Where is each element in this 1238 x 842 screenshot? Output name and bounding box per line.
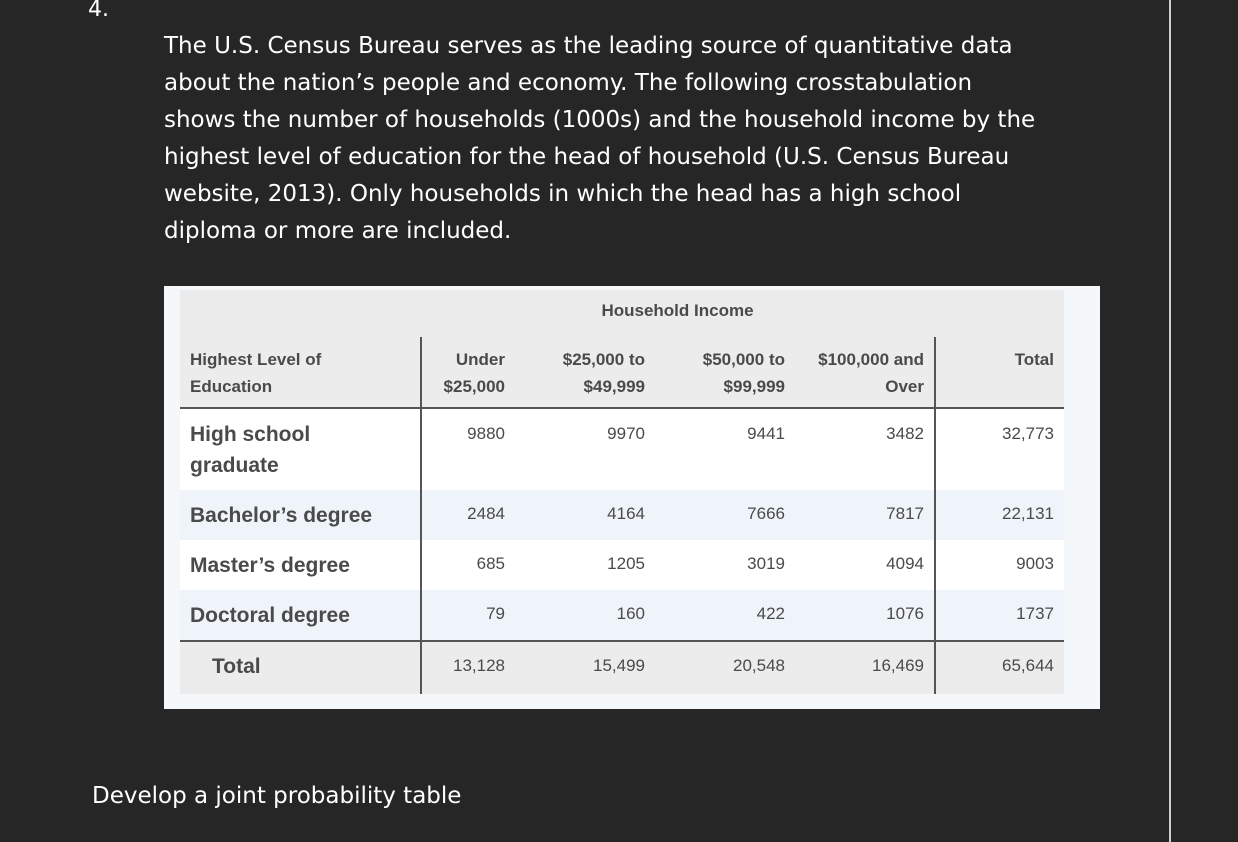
cell-grand-total: 65,644: [1002, 656, 1054, 675]
cell-ma-25k-49k: 1205: [607, 554, 645, 573]
cell-ba-total: 22,131: [1002, 504, 1054, 523]
col-header-25k-49k: $25,000 to $49,999: [562, 350, 645, 396]
cell-total-50k-99k: 20,548: [733, 656, 785, 675]
cell-ma-50k-99k: 3019: [747, 554, 785, 573]
col-header-100k-over: $100,000 and Over: [818, 350, 924, 396]
question-prompt: Develop a joint probability table: [92, 783, 462, 809]
cell-ma-total: 9003: [1016, 554, 1054, 573]
cell-ma-100k-over: 4094: [886, 554, 924, 573]
col-header-total: Total: [1014, 350, 1054, 369]
header-bottom-rule: [180, 407, 1064, 409]
cell-phd-under-25k: 79: [486, 604, 505, 623]
cell-phd-50k-99k: 422: [756, 604, 785, 623]
cell-ba-100k-over: 7817: [886, 504, 924, 523]
household-income-header: Household Income: [601, 301, 754, 320]
crosstab-table: [180, 290, 1064, 694]
row-label-total: Total: [212, 655, 261, 678]
cell-hs-total: 32,773: [1002, 424, 1054, 443]
total-column-divider: [934, 337, 936, 694]
cell-phd-total: 1737: [1016, 604, 1054, 623]
row-header-divider: [420, 337, 422, 694]
total-top-rule: [180, 640, 1064, 642]
cell-phd-100k-over: 1076: [886, 604, 924, 623]
page-divider: [1169, 0, 1171, 842]
row-label-doctoral: Doctoral degree: [190, 604, 350, 627]
cell-ba-under-25k: 2484: [467, 504, 505, 523]
cell-ba-25k-49k: 4164: [607, 504, 645, 523]
col-header-under-25k: Under $25,000: [443, 350, 505, 396]
cell-hs-25k-49k: 9970: [607, 424, 645, 443]
row-label-high-school: High school graduate: [190, 423, 311, 477]
cell-hs-50k-99k: 9441: [747, 424, 785, 443]
row-label-bachelors: Bachelor’s degree: [190, 504, 373, 527]
cell-hs-under-25k: 9880: [467, 424, 505, 443]
cell-total-under-25k: 13,128: [453, 656, 505, 675]
question-number: 4.: [88, 0, 109, 22]
cell-total-25k-49k: 15,499: [593, 656, 645, 675]
row-label-masters: Master’s degree: [190, 554, 350, 577]
col-header-50k-99k: $50,000 to $99,999: [702, 350, 785, 396]
row-header-label: Highest Level of Education: [190, 350, 322, 396]
cell-total-100k-over: 16,469: [872, 656, 924, 675]
cell-ma-under-25k: 685: [476, 554, 505, 573]
cell-hs-100k-over: 3482: [886, 424, 924, 443]
cell-ba-50k-99k: 7666: [747, 504, 785, 523]
question-text: The U.S. Census Bureau serves as the leading source of quantitative data about the nation’s people and economy. The following crosstabulation shows the number of households (1000s) and the household income by the highest level of education for the head of household (U.S. Census Bureau website, 2013). Only households in which the head has a high school diploma or more are included.: [164, 33, 1036, 244]
cell-phd-25k-49k: 160: [616, 604, 645, 623]
